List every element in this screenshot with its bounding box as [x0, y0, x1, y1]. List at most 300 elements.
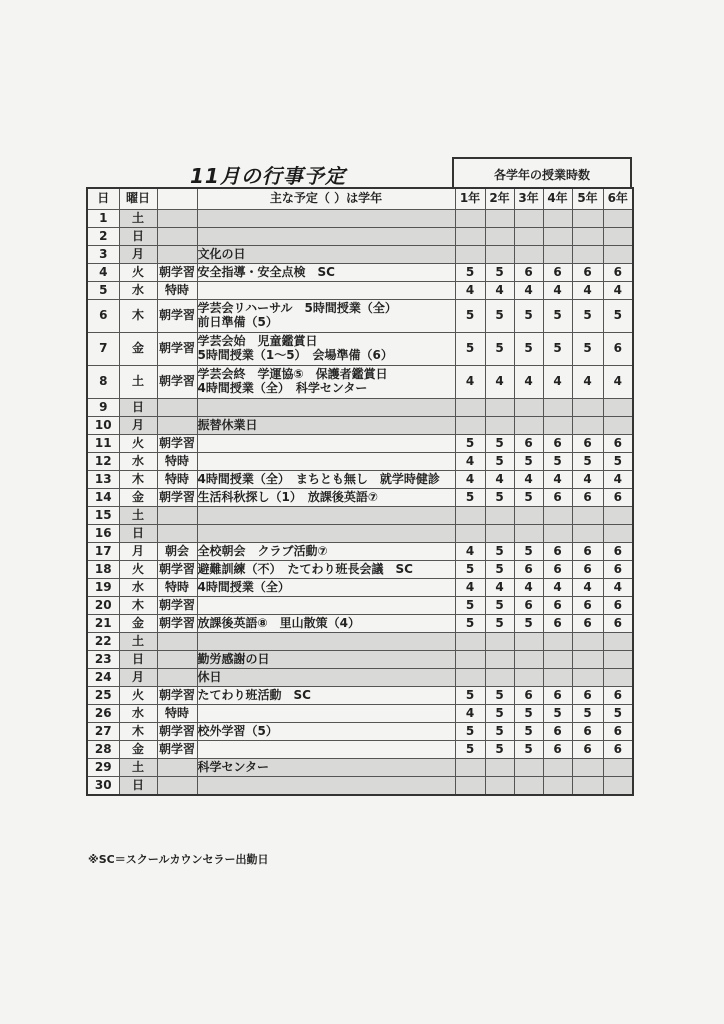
- hours-grade-3-cell: 5: [514, 333, 543, 366]
- table-row: [87, 453, 633, 471]
- activity-type-cell: 特時: [157, 453, 197, 471]
- hours-grade-6-cell: [603, 210, 633, 228]
- weekday-cell: 金: [119, 333, 157, 366]
- weekday-cell: 日: [119, 525, 157, 543]
- hours-grade-5-cell: [572, 228, 603, 246]
- hours-grade-3-cell: [514, 777, 543, 796]
- table-row: [87, 471, 633, 489]
- activity-type-cell: [157, 651, 197, 669]
- hours-grade-5-cell: [572, 633, 603, 651]
- hours-grade-1-cell: 5: [455, 615, 485, 633]
- events-cell: [197, 615, 455, 633]
- footnote: ※SC＝スクールカウンセラー出勤日: [88, 853, 269, 866]
- col-header-grade-5: 5年: [572, 188, 603, 210]
- events-cell: [197, 210, 455, 228]
- table-row: [87, 435, 633, 453]
- hours-grade-2-cell: [485, 399, 514, 417]
- hours-grade-1-cell: 4: [455, 543, 485, 561]
- weekday-cell: 火: [119, 561, 157, 579]
- hours-grade-2-cell: [485, 417, 514, 435]
- hours-grade-2-cell: [485, 525, 514, 543]
- day-cell: 12: [87, 453, 119, 471]
- day-cell: 22: [87, 633, 119, 651]
- hours-grade-4-cell: 6: [543, 561, 572, 579]
- hours-grade-6-cell: 6: [603, 615, 633, 633]
- activity-type-cell: 特時: [157, 471, 197, 489]
- events-cell: [197, 777, 455, 796]
- hours-grade-4-cell: 6: [543, 264, 572, 282]
- hours-grade-4-cell: 4: [543, 282, 572, 300]
- hours-grade-4-cell: 5: [543, 333, 572, 366]
- hours-grade-2-cell: 5: [485, 300, 514, 333]
- hours-grade-1-cell: 5: [455, 300, 485, 333]
- hours-grade-1-cell: 5: [455, 264, 485, 282]
- event-line: 4時間授業（全）: [197, 579, 290, 594]
- col-header-grade-4: 4年: [543, 188, 572, 210]
- hours-grade-4-cell: [543, 399, 572, 417]
- hours-grade-5-cell: [572, 759, 603, 777]
- day-cell: 17: [87, 543, 119, 561]
- day-cell: 13: [87, 471, 119, 489]
- day-cell: 23: [87, 651, 119, 669]
- page-title: 11月の行事予定: [190, 164, 346, 188]
- day-cell: 14: [87, 489, 119, 507]
- hours-grade-6-cell: 6: [603, 333, 633, 366]
- hours-grade-1-cell: 5: [455, 561, 485, 579]
- table-row: [87, 723, 633, 741]
- table-row: [87, 210, 633, 228]
- hours-grade-6-cell: 6: [603, 741, 633, 759]
- hours-grade-5-cell: 6: [572, 723, 603, 741]
- hours-grade-6-cell: [603, 525, 633, 543]
- table-row: [87, 489, 633, 507]
- day-cell: 6: [87, 300, 119, 333]
- hours-grade-3-cell: [514, 651, 543, 669]
- weekday-cell: 月: [119, 417, 157, 435]
- events-cell: [197, 333, 455, 366]
- hours-grade-4-cell: [543, 246, 572, 264]
- hours-grade-5-cell: [572, 525, 603, 543]
- hours-grade-6-cell: 5: [603, 705, 633, 723]
- activity-type-cell: 朝学習: [157, 561, 197, 579]
- hours-grade-6-cell: 6: [603, 489, 633, 507]
- weekday-cell: 土: [119, 210, 157, 228]
- hours-grade-1-cell: [455, 759, 485, 777]
- events-cell: [197, 399, 455, 417]
- activity-type-cell: 特時: [157, 282, 197, 300]
- hours-grade-5-cell: [572, 210, 603, 228]
- hours-grade-6-cell: 6: [603, 687, 633, 705]
- events-cell: [197, 543, 455, 561]
- hours-grade-3-cell: 4: [514, 579, 543, 597]
- weekday-cell: 日: [119, 399, 157, 417]
- hours-grade-2-cell: 5: [485, 561, 514, 579]
- activity-type-cell: [157, 669, 197, 687]
- activity-type-cell: [157, 525, 197, 543]
- hours-grade-5-cell: 5: [572, 453, 603, 471]
- table-row: [87, 687, 633, 705]
- hours-grade-4-cell: 5: [543, 300, 572, 333]
- hours-grade-5-cell: 6: [572, 615, 603, 633]
- hours-grade-2-cell: 5: [485, 489, 514, 507]
- weekday-cell: 水: [119, 579, 157, 597]
- activity-type-cell: 朝学習: [157, 615, 197, 633]
- hours-grade-4-cell: [543, 228, 572, 246]
- hours-grade-4-cell: 6: [543, 723, 572, 741]
- hours-grade-4-cell: 6: [543, 741, 572, 759]
- day-cell: 1: [87, 210, 119, 228]
- events-cell: [197, 759, 455, 777]
- hours-grade-3-cell: 4: [514, 366, 543, 399]
- hours-grade-2-cell: 5: [485, 687, 514, 705]
- hours-grade-2-cell: 5: [485, 723, 514, 741]
- table-row: [87, 759, 633, 777]
- weekday-cell: 木: [119, 471, 157, 489]
- col-header-grade-6: 6年: [603, 188, 633, 210]
- events-cell: [197, 579, 455, 597]
- hours-grade-6-cell: 4: [603, 579, 633, 597]
- hours-grade-3-cell: 4: [514, 471, 543, 489]
- hours-grade-2-cell: 5: [485, 705, 514, 723]
- hours-grade-1-cell: [455, 777, 485, 796]
- events-cell: [197, 264, 455, 282]
- hours-grade-6-cell: [603, 759, 633, 777]
- day-cell: 18: [87, 561, 119, 579]
- day-cell: 27: [87, 723, 119, 741]
- weekday-cell: 水: [119, 705, 157, 723]
- hours-grade-2-cell: 4: [485, 471, 514, 489]
- events-cell: [197, 687, 455, 705]
- hours-grade-3-cell: 5: [514, 705, 543, 723]
- event-line: 4時間授業（全） 科学センター: [197, 381, 368, 395]
- weekday-cell: 月: [119, 543, 157, 561]
- event-line: 学芸会始 児童鑑賞日: [197, 334, 318, 349]
- day-cell: 25: [87, 687, 119, 705]
- hours-grade-4-cell: [543, 777, 572, 796]
- activity-type-cell: 朝学習: [157, 300, 197, 333]
- hours-grade-5-cell: 6: [572, 597, 603, 615]
- day-cell: 3: [87, 246, 119, 264]
- weekday-cell: 土: [119, 366, 157, 399]
- activity-type-cell: [157, 507, 197, 525]
- events-cell: [197, 633, 455, 651]
- activity-type-cell: 朝学習: [157, 741, 197, 759]
- header-row: [87, 188, 633, 210]
- hours-grade-4-cell: 6: [543, 435, 572, 453]
- hours-grade-4-cell: 6: [543, 687, 572, 705]
- events-cell: [197, 741, 455, 759]
- events-cell: [197, 453, 455, 471]
- activity-type-cell: 朝学習: [157, 435, 197, 453]
- event-line: 学芸会リハーサル 5時間授業（全）: [197, 301, 397, 316]
- hours-grade-3-cell: [514, 669, 543, 687]
- weekday-cell: 木: [119, 723, 157, 741]
- hours-grade-6-cell: [603, 777, 633, 796]
- hours-grade-1-cell: [455, 507, 485, 525]
- weekday-cell: 水: [119, 453, 157, 471]
- weekday-cell: 金: [119, 489, 157, 507]
- hours-grade-3-cell: [514, 633, 543, 651]
- hours-grade-1-cell: [455, 399, 485, 417]
- table-row: [87, 333, 633, 366]
- weekday-cell: 月: [119, 246, 157, 264]
- schedule-body: [87, 210, 633, 796]
- hours-grade-6-cell: [603, 507, 633, 525]
- hours-grade-2-cell: 5: [485, 264, 514, 282]
- hours-header: 各学年の授業時数: [452, 157, 632, 189]
- day-cell: 11: [87, 435, 119, 453]
- activity-type-cell: 特時: [157, 705, 197, 723]
- hours-grade-4-cell: 4: [543, 579, 572, 597]
- activity-type-cell: 朝会: [157, 543, 197, 561]
- weekday-cell: 土: [119, 759, 157, 777]
- hours-grade-3-cell: [514, 759, 543, 777]
- weekday-cell: 金: [119, 741, 157, 759]
- table-row: [87, 525, 633, 543]
- day-cell: 24: [87, 669, 119, 687]
- hours-grade-1-cell: 4: [455, 471, 485, 489]
- hours-grade-2-cell: 4: [485, 579, 514, 597]
- table-row: [87, 561, 633, 579]
- hours-grade-4-cell: [543, 507, 572, 525]
- hours-grade-4-cell: [543, 633, 572, 651]
- weekday-cell: 木: [119, 597, 157, 615]
- hours-grade-6-cell: 6: [603, 264, 633, 282]
- weekday-cell: 木: [119, 300, 157, 333]
- event-line: 生活科秋探し（1） 放課後英語⑦: [197, 489, 379, 504]
- hours-grade-4-cell: 4: [543, 471, 572, 489]
- event-line: 避難訓練（不） たてわり班長会議 SC: [197, 561, 413, 576]
- weekday-cell: 火: [119, 687, 157, 705]
- events-cell: [197, 366, 455, 399]
- hours-grade-1-cell: 5: [455, 741, 485, 759]
- hours-grade-5-cell: 6: [572, 561, 603, 579]
- hours-grade-1-cell: 4: [455, 579, 485, 597]
- table-row: [87, 705, 633, 723]
- hours-grade-6-cell: 4: [603, 471, 633, 489]
- hours-grade-3-cell: [514, 525, 543, 543]
- event-line: 文化の日: [197, 246, 246, 261]
- hours-grade-5-cell: 6: [572, 543, 603, 561]
- activity-type-cell: [157, 417, 197, 435]
- table-row: [87, 282, 633, 300]
- hours-grade-1-cell: [455, 525, 485, 543]
- events-cell: [197, 471, 455, 489]
- col-header-grade-3: 3年: [514, 188, 543, 210]
- hours-grade-6-cell: 6: [603, 561, 633, 579]
- activity-type-cell: [157, 246, 197, 264]
- hours-grade-3-cell: 5: [514, 723, 543, 741]
- events-cell: [197, 561, 455, 579]
- hours-grade-4-cell: 6: [543, 615, 572, 633]
- weekday-cell: 日: [119, 777, 157, 796]
- event-line: 放課後英語⑧ 里山散策（4）: [197, 615, 361, 630]
- hours-grade-5-cell: 6: [572, 264, 603, 282]
- day-cell: 29: [87, 759, 119, 777]
- hours-grade-3-cell: 5: [514, 741, 543, 759]
- hours-grade-5-cell: 4: [572, 282, 603, 300]
- hours-grade-4-cell: 6: [543, 489, 572, 507]
- weekday-cell: 火: [119, 435, 157, 453]
- col-header-type: [157, 188, 197, 210]
- day-cell: 4: [87, 264, 119, 282]
- hours-grade-2-cell: 5: [485, 615, 514, 633]
- hours-grade-2-cell: [485, 669, 514, 687]
- hours-grade-5-cell: 6: [572, 435, 603, 453]
- weekday-cell: 月: [119, 669, 157, 687]
- hours-grade-1-cell: 5: [455, 489, 485, 507]
- hours-grade-1-cell: [455, 228, 485, 246]
- hours-grade-1-cell: [455, 210, 485, 228]
- hours-grade-1-cell: 4: [455, 282, 485, 300]
- hours-grade-6-cell: [603, 399, 633, 417]
- activity-type-cell: 朝学習: [157, 333, 197, 366]
- weekday-cell: 土: [119, 507, 157, 525]
- hours-grade-6-cell: [603, 669, 633, 687]
- hours-grade-1-cell: [455, 246, 485, 264]
- day-cell: 16: [87, 525, 119, 543]
- hours-grade-2-cell: [485, 507, 514, 525]
- activity-type-cell: [157, 228, 197, 246]
- hours-grade-6-cell: 4: [603, 282, 633, 300]
- table-row: [87, 543, 633, 561]
- activity-type-cell: 特時: [157, 579, 197, 597]
- hours-grade-2-cell: [485, 228, 514, 246]
- events-cell: [197, 705, 455, 723]
- day-cell: 9: [87, 399, 119, 417]
- hours-grade-3-cell: [514, 417, 543, 435]
- weekday-cell: 日: [119, 651, 157, 669]
- table-row: [87, 633, 633, 651]
- table-row: [87, 246, 633, 264]
- day-cell: 26: [87, 705, 119, 723]
- hours-grade-5-cell: 5: [572, 333, 603, 366]
- event-line: 校外学習（5）: [197, 723, 278, 738]
- event-line: 前日準備（5）: [197, 315, 278, 329]
- table-row: [87, 399, 633, 417]
- hours-grade-1-cell: 4: [455, 453, 485, 471]
- col-header-day: 日: [87, 188, 119, 210]
- events-cell: [197, 669, 455, 687]
- hours-grade-5-cell: 5: [572, 705, 603, 723]
- hours-grade-2-cell: 4: [485, 282, 514, 300]
- day-cell: 2: [87, 228, 119, 246]
- activity-type-cell: [157, 210, 197, 228]
- hours-grade-6-cell: [603, 417, 633, 435]
- table-row: [87, 366, 633, 399]
- activity-type-cell: [157, 759, 197, 777]
- hours-grade-3-cell: 6: [514, 264, 543, 282]
- hours-grade-4-cell: 5: [543, 453, 572, 471]
- day-cell: 19: [87, 579, 119, 597]
- hours-grade-3-cell: 6: [514, 561, 543, 579]
- table-row: [87, 417, 633, 435]
- weekday-cell: 火: [119, 264, 157, 282]
- event-line: 勤労感謝の日: [197, 651, 270, 666]
- hours-grade-1-cell: 4: [455, 366, 485, 399]
- col-header-events: 主な予定（ ）は学年: [197, 188, 455, 210]
- hours-grade-2-cell: 5: [485, 453, 514, 471]
- events-cell: [197, 417, 455, 435]
- hours-grade-3-cell: [514, 246, 543, 264]
- hours-grade-5-cell: [572, 669, 603, 687]
- hours-grade-5-cell: 4: [572, 471, 603, 489]
- hours-grade-3-cell: 5: [514, 453, 543, 471]
- day-cell: 7: [87, 333, 119, 366]
- day-cell: 5: [87, 282, 119, 300]
- hours-grade-1-cell: 5: [455, 333, 485, 366]
- hours-grade-5-cell: 4: [572, 366, 603, 399]
- day-cell: 21: [87, 615, 119, 633]
- hours-grade-2-cell: [485, 210, 514, 228]
- hours-grade-2-cell: [485, 759, 514, 777]
- table-row: [87, 741, 633, 759]
- hours-grade-3-cell: [514, 399, 543, 417]
- hours-grade-1-cell: [455, 669, 485, 687]
- hours-grade-5-cell: 6: [572, 741, 603, 759]
- table-row: [87, 651, 633, 669]
- hours-grade-5-cell: 6: [572, 687, 603, 705]
- events-cell: [197, 282, 455, 300]
- hours-grade-2-cell: [485, 633, 514, 651]
- hours-grade-3-cell: [514, 210, 543, 228]
- hours-grade-6-cell: [603, 633, 633, 651]
- event-line: 全校朝会 クラブ活動⑦: [197, 543, 328, 558]
- events-cell: [197, 597, 455, 615]
- col-header-grade-1: 1年: [455, 188, 485, 210]
- weekday-cell: 水: [119, 282, 157, 300]
- hours-grade-4-cell: [543, 417, 572, 435]
- events-cell: [197, 525, 455, 543]
- hours-grade-2-cell: [485, 651, 514, 669]
- col-header-grade-2: 2年: [485, 188, 514, 210]
- table-row: [87, 615, 633, 633]
- table-row: [87, 777, 633, 796]
- event-line: 休日: [197, 669, 222, 684]
- events-cell: [197, 651, 455, 669]
- event-line: 安全指導・安全点検 SC: [197, 264, 335, 279]
- hours-grade-2-cell: 5: [485, 741, 514, 759]
- hours-grade-5-cell: 4: [572, 579, 603, 597]
- hours-grade-5-cell: [572, 246, 603, 264]
- day-cell: 8: [87, 366, 119, 399]
- day-cell: 30: [87, 777, 119, 796]
- events-cell: [197, 489, 455, 507]
- events-cell: [197, 300, 455, 333]
- hours-grade-6-cell: 6: [603, 597, 633, 615]
- hours-grade-3-cell: [514, 507, 543, 525]
- hours-grade-6-cell: [603, 228, 633, 246]
- hours-grade-3-cell: 5: [514, 615, 543, 633]
- hours-grade-1-cell: 5: [455, 687, 485, 705]
- hours-grade-6-cell: 5: [603, 453, 633, 471]
- hours-grade-3-cell: 6: [514, 435, 543, 453]
- event-line: 科学センター: [197, 759, 270, 774]
- table-row: [87, 669, 633, 687]
- hours-grade-5-cell: 6: [572, 489, 603, 507]
- hours-grade-2-cell: 4: [485, 366, 514, 399]
- hours-grade-4-cell: [543, 669, 572, 687]
- hours-grade-1-cell: [455, 651, 485, 669]
- day-cell: 20: [87, 597, 119, 615]
- hours-grade-4-cell: 4: [543, 366, 572, 399]
- schedule-table: [86, 187, 634, 796]
- activity-type-cell: [157, 777, 197, 796]
- events-cell: [197, 723, 455, 741]
- day-cell: 28: [87, 741, 119, 759]
- activity-type-cell: 朝学習: [157, 687, 197, 705]
- hours-grade-5-cell: 5: [572, 300, 603, 333]
